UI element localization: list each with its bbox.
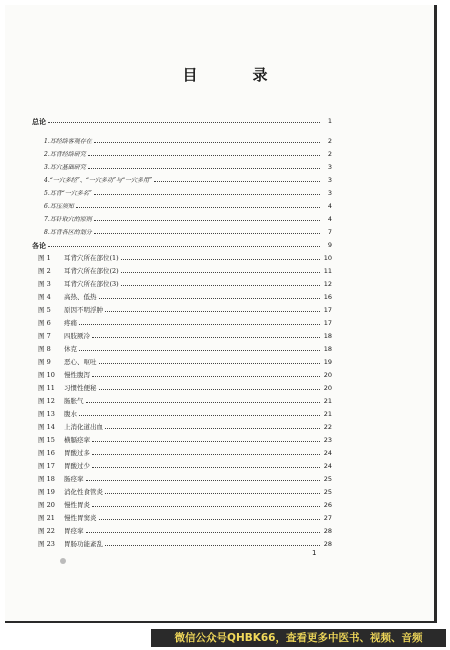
toc-figure-label: [38, 370, 90, 381]
toc-figure-label: [38, 461, 90, 472]
toc-figure-entry[interactable]: [38, 292, 332, 303]
toc-figure-entry[interactable]: [38, 500, 332, 511]
toc-figure-entry[interactable]: [38, 513, 332, 524]
leader-dots: [121, 253, 320, 260]
toc-figure-entry[interactable]: [38, 448, 332, 459]
toc-section-label: 各论: [32, 241, 46, 250]
leader-dots: [88, 149, 320, 156]
toc-figure-entry[interactable]: [38, 266, 332, 277]
toc-figure-entry[interactable]: [38, 487, 332, 498]
figure-number: 图 22: [38, 527, 55, 535]
toc-page-number: 22: [323, 423, 332, 431]
toc-figure-entry[interactable]: [38, 474, 332, 485]
figure-title: 习惯性便秘: [64, 384, 97, 392]
toc-page-number: 17: [323, 319, 332, 327]
figure-title: 耳背穴所在部位(3): [64, 280, 119, 288]
toc-figure-entry[interactable]: [38, 279, 332, 290]
toc-title: 目 录: [182, 66, 288, 84]
toc-entry[interactable]: [44, 188, 332, 199]
leader-dots: [105, 487, 320, 494]
figure-title: 腹水: [64, 410, 77, 418]
promo-banner[interactable]: 微信公众号QHBK66，查看更多中医书、视频、音频: [151, 629, 446, 647]
toc-entry-label: 7.耳针取穴的原则: [44, 216, 92, 223]
figure-number: 图 6: [38, 319, 51, 327]
figure-number: 图 21: [38, 514, 55, 522]
leader-dots: [92, 448, 320, 455]
leader-dots: [121, 279, 320, 286]
page-number: 1: [312, 549, 317, 557]
toc-entry[interactable]: [44, 201, 332, 212]
toc-entry-label: 4.“一穴多经”、“一穴多功”与“一穴多用”: [44, 177, 153, 184]
toc-page-number: 2: [327, 150, 332, 158]
toc-page-number: 18: [323, 332, 332, 340]
figure-number: 图 19: [38, 488, 55, 496]
toc-figure-label: [38, 487, 103, 498]
figure-title: 恶心、呕吐: [64, 358, 97, 366]
toc-page-number: 3: [327, 176, 332, 184]
toc-figure-entry[interactable]: [38, 344, 332, 355]
toc-figure-label: [38, 383, 97, 394]
toc-figure-entry[interactable]: [38, 409, 332, 420]
toc-figure-entry[interactable]: [38, 357, 332, 368]
toc-entry-label: 3.耳穴基础研究: [44, 164, 86, 171]
toc-page-number: 25: [323, 475, 332, 483]
toc-figure-label: [38, 396, 84, 407]
toc-section-overview[interactable]: [32, 116, 332, 127]
figure-title: 原因不明浮肿: [64, 306, 103, 314]
figure-number: 图 17: [38, 462, 55, 470]
leader-dots: [92, 461, 320, 468]
figure-number: 图 9: [38, 358, 51, 366]
toc-entry-label: 1.耳经络客观存在: [44, 138, 92, 145]
figure-title: 肠痉挛: [64, 475, 84, 483]
toc-figure-label: [38, 526, 84, 537]
toc-figure-entry[interactable]: [38, 318, 332, 329]
toc-entry-label: 6.耳压须知: [44, 203, 74, 210]
leader-dots: [94, 188, 320, 195]
figure-title: 高热、低热: [64, 293, 97, 301]
leader-dots: [79, 318, 320, 325]
toc-figure-label: [38, 344, 77, 355]
toc-page-number: 28: [323, 527, 332, 535]
figure-title: 慢性胃窦炎: [64, 514, 97, 522]
leader-dots: [99, 513, 321, 520]
toc-figure-entry[interactable]: [38, 383, 332, 394]
figure-number: 图 20: [38, 501, 55, 509]
leader-dots: [105, 539, 320, 546]
leader-dots: [48, 116, 320, 123]
toc-page-number: 27: [323, 514, 332, 522]
toc-figure-label: [38, 474, 84, 485]
toc-figure-entry[interactable]: [38, 331, 332, 342]
figure-number: 图 4: [38, 293, 51, 301]
figure-title: 耳背穴所在部位(2): [64, 267, 119, 275]
figure-number: 图 13: [38, 410, 55, 418]
figure-title: 慢性胃炎: [64, 501, 90, 509]
toc-page-number: 18: [323, 345, 332, 353]
leader-dots: [92, 435, 320, 442]
figure-title: 胃酸过多: [64, 449, 90, 457]
toc-entry-label: 5.耳背“一穴多名”: [44, 190, 92, 197]
toc-page-number: 20: [323, 371, 332, 379]
figure-title: 胃痉挛: [64, 527, 84, 535]
figure-number: 图 23: [38, 540, 55, 548]
toc-figure-label: [38, 318, 77, 329]
toc-page-number: 3: [327, 189, 332, 197]
figure-number: 图 12: [38, 397, 55, 405]
toc-figure-entry[interactable]: [38, 435, 332, 446]
toc-page-number: 4: [327, 215, 332, 223]
toc-figure-label: [38, 253, 119, 264]
figure-title: 横膈痉挛: [64, 436, 90, 444]
figure-number: 图 18: [38, 475, 55, 483]
toc-figure-label: [38, 513, 97, 524]
figure-number: 图 3: [38, 280, 51, 288]
figure-number: 图 2: [38, 267, 51, 275]
toc-figure-entry[interactable]: [38, 396, 332, 407]
figure-number: 图 5: [38, 306, 51, 314]
toc-page-number: 28: [323, 540, 332, 548]
figure-title: 四肢厥冷: [64, 332, 90, 340]
toc-figure-label: [38, 409, 77, 420]
leader-dots: [92, 500, 320, 507]
toc-figure-entry[interactable]: [38, 461, 332, 472]
leader-dots: [86, 526, 321, 533]
figure-number: 图 1: [38, 254, 51, 262]
figure-title: 休克: [64, 345, 77, 353]
toc-figure-label: [38, 539, 103, 550]
toc-figure-label: [38, 500, 90, 511]
leader-dots: [92, 370, 320, 377]
figure-number: 图 7: [38, 332, 51, 340]
toc-figure-label: [38, 422, 103, 433]
toc-figure-label: [38, 279, 119, 290]
toc-entry-label: 2.耳背经络研究: [44, 151, 86, 158]
toc-figure-label: [38, 435, 90, 446]
toc-figure-entry[interactable]: [38, 539, 332, 550]
scan-mark: [60, 558, 66, 564]
leader-dots: [99, 292, 321, 299]
figure-title: 耳背穴所在部位(1): [64, 254, 119, 262]
toc-page-number: 26: [323, 501, 332, 509]
figure-title: 胃肠功能紊乱: [64, 540, 103, 548]
leader-dots: [154, 175, 320, 182]
figure-number: 图 10: [38, 371, 55, 379]
toc-page-number: 24: [323, 462, 332, 470]
toc-entry[interactable]: [44, 214, 332, 225]
toc-section-specific[interactable]: [32, 240, 332, 251]
toc-page-number: 21: [323, 410, 332, 418]
toc-figure-entry[interactable]: [38, 526, 332, 537]
leader-dots: [86, 396, 321, 403]
figure-title: 胃酸过少: [64, 462, 90, 470]
figure-number: 图 16: [38, 449, 55, 457]
leader-dots: [86, 474, 321, 481]
toc-page-number: 20: [323, 384, 332, 392]
toc-page-number: 17: [323, 306, 332, 314]
figure-title: 消化性食管炎: [64, 488, 103, 496]
leader-dots: [79, 409, 320, 416]
toc-section-label: 总论: [32, 117, 46, 126]
toc-page-number: 19: [323, 358, 332, 366]
toc-page-number: 9: [327, 241, 332, 249]
leader-dots: [92, 331, 320, 338]
figure-number: 图 14: [38, 423, 55, 431]
toc-figure-label: [38, 266, 119, 277]
figure-title: 疼痛: [64, 319, 77, 327]
figure-number: 图 11: [38, 384, 55, 392]
leader-dots: [76, 201, 320, 208]
figure-number: 图 8: [38, 345, 51, 353]
toc-figure-label: [38, 331, 90, 342]
toc-figure-label: [38, 448, 90, 459]
toc-page-number: 4: [327, 202, 332, 210]
leader-dots: [105, 422, 320, 429]
figure-number: 图 15: [38, 436, 55, 444]
leader-dots: [99, 357, 321, 364]
toc-page-number: 16: [323, 293, 332, 301]
toc-page-number: 2: [327, 137, 332, 145]
toc-figure-entry[interactable]: [38, 370, 332, 381]
toc-figure-label: [38, 292, 97, 303]
leader-dots: [99, 383, 321, 390]
leader-dots: [105, 305, 320, 312]
toc-page-number: 24: [323, 449, 332, 457]
toc-figure-entry[interactable]: [38, 422, 332, 433]
toc-page-number: 12: [323, 280, 332, 288]
toc-page-number: 21: [323, 397, 332, 405]
toc-entry[interactable]: [44, 162, 332, 173]
toc-page-number: 1: [327, 117, 332, 125]
toc-page-number: 11: [323, 267, 332, 275]
leader-dots: [94, 214, 320, 221]
toc-figure-entry[interactable]: [38, 305, 332, 316]
toc-page-number: 7: [327, 228, 332, 236]
figure-title: 慢性腹泻: [64, 371, 90, 379]
leader-dots: [94, 227, 320, 234]
toc-page-number: 23: [323, 436, 332, 444]
toc-entry-label: 8.耳背各区的划分: [44, 229, 92, 236]
leader-dots: [79, 344, 320, 351]
toc-page-number: 10: [323, 254, 332, 262]
toc-entry[interactable]: [44, 175, 332, 186]
toc-figure-label: [38, 305, 103, 316]
leader-dots: [48, 240, 320, 247]
figure-title: 上消化道出血: [64, 423, 103, 431]
toc-figure-entry[interactable]: [38, 253, 332, 264]
toc-figure-label: [38, 357, 97, 368]
toc-page-number: 25: [323, 488, 332, 496]
leader-dots: [94, 136, 320, 143]
leader-dots: [121, 266, 320, 273]
toc-entry[interactable]: [44, 136, 332, 147]
toc-entry[interactable]: [44, 149, 332, 160]
toc-entry[interactable]: [44, 227, 332, 238]
figure-title: 肠胀气: [64, 397, 84, 405]
leader-dots: [88, 162, 320, 169]
toc-page-number: 3: [327, 163, 332, 171]
